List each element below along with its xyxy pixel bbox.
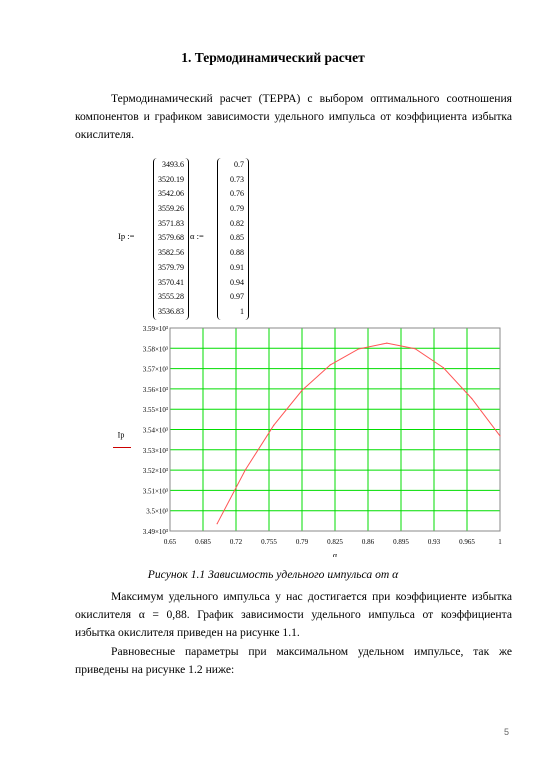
data-point (358, 348, 359, 349)
maximum-paragraph: Максимум удельного импульса у нас достигается при коэффициенте избытка окислителя α = 0,88. График зависимости удельного импульса от коэффициента избытка окислителя приведен на рисунке 1.1. (75, 590, 512, 639)
x-tick-label: 0.65 (163, 538, 177, 546)
x-tick-label: 0.895 (393, 538, 409, 546)
alpha-vector (217, 158, 249, 320)
vector-element: 0.79 (230, 204, 244, 214)
x-tick-label: 0.93 (427, 538, 441, 546)
vector-element: 3559.26 (158, 204, 184, 214)
data-point (330, 364, 331, 365)
y-tick-label: 3.54×10³ (142, 426, 168, 435)
vector-element: 3579.68 (158, 233, 184, 243)
x-tick-label: 0.79 (295, 538, 309, 546)
vector-element: 3579.79 (158, 262, 184, 272)
alpha-vector-label: α := (190, 231, 204, 241)
series-line (217, 343, 500, 524)
vector-element: 0.94 (230, 277, 244, 287)
vector-element: 0.7 (234, 160, 244, 169)
y-tick-label: 3.51×10³ (142, 487, 168, 496)
y-tick-label: 3.5×10³ (146, 507, 168, 516)
intro-paragraph: Термодинамический расчет (ТЕРРА) с выбором оптимального соотношения компонентов и графиком зависимости удельного импульса от коэффициента избытка окислителя. (75, 92, 512, 141)
y-axis-label: Ip (117, 430, 125, 440)
vector-element: 3570.41 (158, 277, 184, 287)
y-tick-label: 3.55×10³ (142, 406, 168, 415)
vector-element: 1 (240, 306, 244, 316)
data-point (499, 435, 500, 436)
vector-element: 0.82 (230, 218, 244, 228)
y-tick-label: 3.52×10³ (142, 467, 168, 476)
data-point (415, 348, 416, 349)
y-tick-label: 3.57×10³ (142, 365, 168, 374)
data-point (301, 390, 302, 391)
equilibrium-paragraph: Равновесные параметры при максимальном удельном импульсе, так же приведены на рисунке 1.2 ниже: (75, 645, 512, 676)
vector-element: 3536.83 (158, 306, 184, 316)
y-tick-label: 3.58×10³ (142, 345, 168, 354)
vector-element: 3493.6 (162, 160, 184, 169)
ip-vector (153, 158, 189, 320)
vector-element: 3555.28 (158, 292, 184, 302)
y-tick-label: 3.49×10³ (142, 528, 168, 536)
vector-element: 0.88 (230, 248, 244, 258)
data-point (273, 425, 274, 426)
vector-element: 3520.19 (158, 174, 184, 184)
vector-element: 3582.56 (158, 248, 184, 258)
page-number: 5 (504, 727, 510, 737)
x-tick-label: 0.685 (195, 538, 211, 546)
vector-element: 0.73 (230, 174, 244, 184)
data-point (386, 343, 387, 344)
x-tick-label: 0.72 (229, 538, 243, 546)
data-point (443, 367, 444, 368)
ip-vector-label: Ip := (118, 231, 135, 241)
vector-element: 0.97 (230, 292, 244, 302)
vector-element: 0.91 (230, 262, 244, 272)
vector-element: 0.76 (230, 189, 244, 199)
x-tick-label: 0.825 (327, 538, 343, 546)
vector-element: 3571.83 (158, 218, 184, 228)
y-tick-label: 3.53×10³ (142, 446, 168, 455)
vector-element: 0.85 (230, 233, 244, 243)
specific-impulse-chart (108, 322, 508, 557)
x-axis-label: α (332, 551, 338, 557)
x-tick-label: 0.755 (261, 538, 277, 546)
y-tick-label: 3.59×10³ (142, 325, 168, 333)
x-tick-label: 0.86 (361, 538, 375, 546)
section-heading: 1. Термодинамический расчет (181, 50, 365, 65)
vector-element: 3542.06 (158, 189, 184, 199)
y-tick-label: 3.56×10³ (142, 385, 168, 394)
data-point (471, 398, 472, 399)
x-tick-label: 1 (498, 538, 502, 546)
figure-caption: Рисунок 1.1 Зависимость удельного импульса от α (147, 568, 399, 581)
x-tick-label: 0.965 (459, 538, 475, 546)
data-point (245, 469, 246, 470)
data-point (217, 523, 218, 524)
